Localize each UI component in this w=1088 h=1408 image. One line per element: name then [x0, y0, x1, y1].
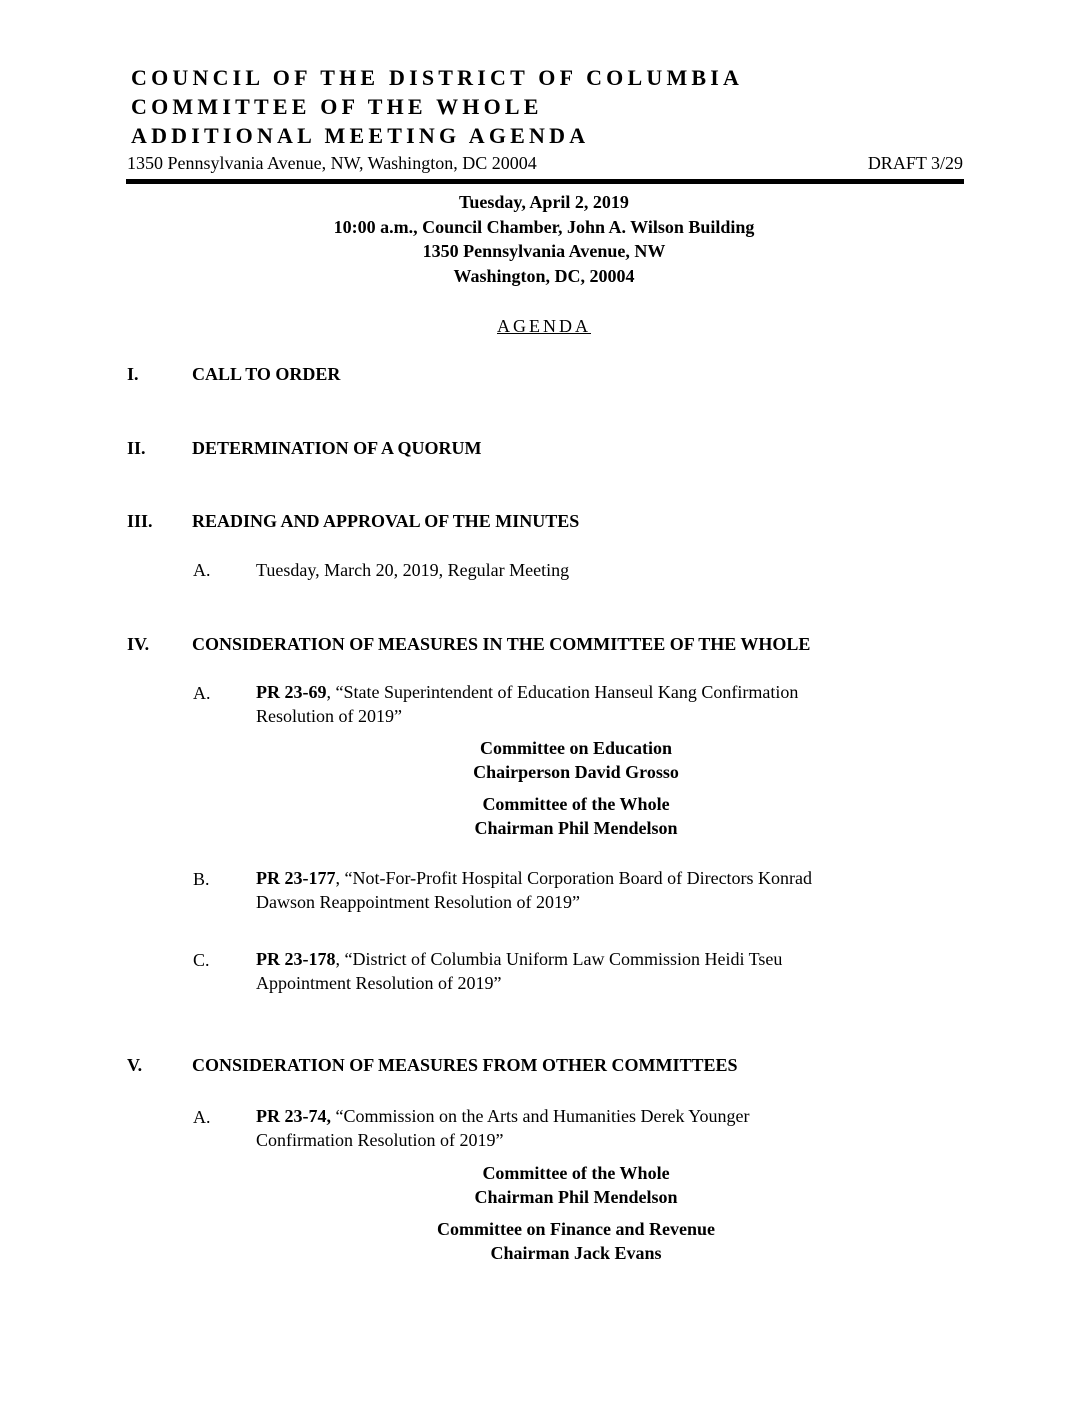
committee-name: Committee of the Whole	[482, 1163, 670, 1183]
section-number: V.	[127, 1055, 143, 1075]
measure-title: , “Not-For-Profit Hospital Corporation Board of Directors Konrad	[335, 868, 813, 888]
agenda-item-pr-23-177	[256, 866, 936, 914]
meeting-info	[0, 190, 1088, 288]
committee-block	[0, 1161, 1088, 1209]
item-letter: A.	[193, 683, 211, 703]
measure-title: , “State Superintendent of Education Hanseul Kang Confirmation	[326, 682, 799, 702]
section-number: IV.	[127, 634, 150, 654]
measure-code: PR 23-74,	[256, 1106, 331, 1126]
committee-name: Committee on Finance and Revenue	[437, 1219, 715, 1239]
committee-chair: Chairman Phil Mendelson	[474, 1187, 678, 1207]
measure-title-continued: Confirmation Resolution of 2019”	[256, 1130, 504, 1150]
section-title-other-committees: CONSIDERATION OF MEASURES FROM OTHER COMMITTEES	[192, 1055, 738, 1075]
committee-chair: Chairman Phil Mendelson	[474, 818, 678, 838]
item-letter: A.	[193, 560, 211, 580]
committee-chair: Chairman Jack Evans	[490, 1243, 662, 1263]
header-address: 1350 Pennsylvania Avenue, NW, Washington, DC 20004	[127, 153, 537, 173]
section-number: I.	[127, 364, 139, 384]
meeting-city: Washington, DC, 20004	[453, 265, 635, 286]
item-letter: C.	[193, 950, 210, 970]
header-address-row	[127, 152, 963, 174]
header-rule	[126, 179, 964, 184]
section-number: II.	[127, 438, 146, 458]
agenda-heading-text: AGENDA	[497, 316, 591, 336]
measure-title-continued: Resolution of 2019”	[256, 706, 402, 726]
header-document-title: ADDITIONAL MEETING AGENDA	[131, 123, 590, 148]
measure-title-continued: Dawson Reappointment Resolution of 2019”	[256, 892, 580, 912]
committee-block	[0, 736, 1088, 784]
agenda-item-pr-23-74	[256, 1104, 936, 1152]
committee-chair: Chairperson David Grosso	[473, 762, 679, 782]
section-title-call-to-order: CALL TO ORDER	[192, 364, 341, 384]
committee-block	[0, 792, 1088, 840]
measure-title-continued: Appointment Resolution of 2019”	[256, 973, 502, 993]
meeting-street: 1350 Pennsylvania Avenue, NW	[422, 241, 666, 261]
meeting-time-place: 10:00 a.m., Council Chamber, John A. Wilson Building	[333, 216, 755, 237]
draft-label: DRAFT 3/29	[867, 153, 963, 173]
measure-code: PR 23-69	[256, 682, 327, 702]
agenda-item-pr-23-69	[256, 680, 936, 728]
measure-title: “Commission on the Arts and Humanities Derek Younger	[331, 1106, 750, 1126]
measure-code: PR 23-177	[256, 868, 336, 888]
section-title-committee-of-whole-measures: CONSIDERATION OF MEASURES IN THE COMMITTEE OF THE WHOLE	[192, 634, 811, 654]
item-letter: A.	[193, 1107, 211, 1127]
section-title-minutes: READING AND APPROVAL OF THE MINUTES	[192, 511, 580, 531]
committee-name: Committee on Education	[480, 738, 672, 758]
header-council-name: COUNCIL OF THE DISTRICT OF COLUMBIA	[131, 65, 744, 90]
measure-code: PR 23-178	[256, 949, 336, 969]
committee-block	[0, 1217, 1088, 1265]
meeting-date: Tuesday, April 2, 2019	[459, 192, 629, 212]
section-title-quorum: DETERMINATION OF A QUORUM	[192, 438, 482, 458]
section-number: III.	[127, 511, 153, 531]
committee-name: Committee of the Whole	[482, 794, 670, 814]
agenda-item-pr-23-178	[256, 947, 936, 995]
item-minutes-meeting: Tuesday, March 20, 2019, Regular Meeting	[256, 560, 570, 580]
agenda-heading	[0, 315, 1088, 337]
header-committee-name: COMMITTEE OF THE WHOLE	[131, 94, 543, 119]
item-letter: B.	[193, 869, 210, 889]
measure-title: , “District of Columbia Uniform Law Commission Heidi Tseu	[335, 949, 783, 969]
